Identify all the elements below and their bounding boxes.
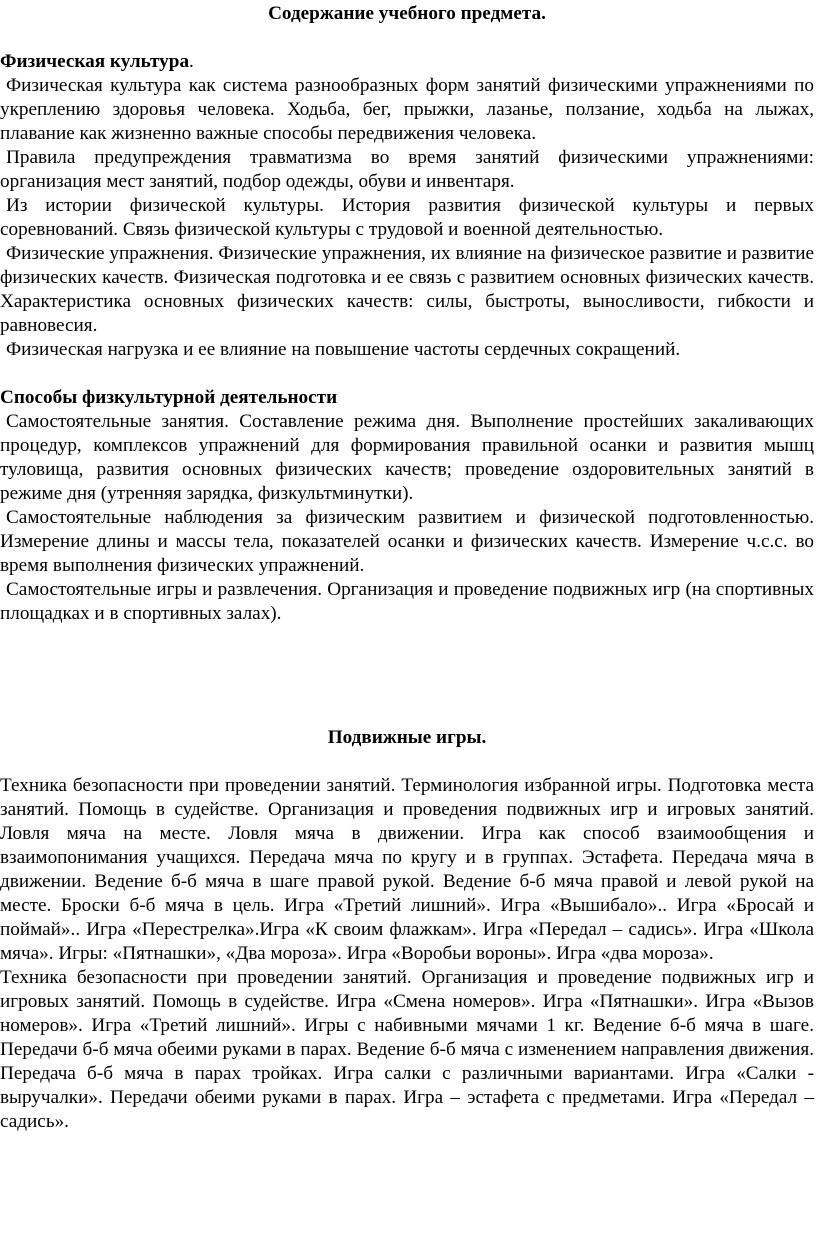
section1-paragraph-5: Физическая нагрузка и ее влияние на повышение частоты сердечных сокращений. <box>6 339 681 360</box>
document-title: Содержание учебного предмета. <box>268 3 546 24</box>
section2-paragraph-3: Самостоятельные игры и развлечения. Организация и проведение подвижных игр (на спортивных площадках и в спортивных залах). <box>0 579 814 624</box>
document-games-block <box>0 726 814 1134</box>
section2-paragraph-1: Самостоятельные занятия. Составление режима дня. Выполнение простейших закаливающих процедур, комплексов упражнений для формирования правильной осанки и развития мышц туловища, развития основных физических качеств; проведение оздоровительных занятий в режиме дня (утренняя зарядка, физкультминутки). <box>0 411 814 504</box>
section1-paragraph-2: Правила предупреждения травматизма во время занятий физическими упражнениями: организация мест занятий, подбор одежды, обуви и инвентаря. <box>0 147 814 192</box>
section1-paragraph-3: Из истории физической культуры. История развития физической культуры и первых соревнований. Связь физической культуры с трудовой и военной деятельностью. <box>0 195 814 240</box>
section-heading-text: Физическая культура <box>0 51 190 72</box>
spacer <box>0 26 814 50</box>
document-top-block <box>0 2 814 626</box>
section-heading-outdoor-games: Подвижные игры. <box>327 727 487 748</box>
spacer <box>0 750 814 774</box>
section2-paragraph-2: Самостоятельные наблюдения за физическим развитием и физической подготовленностью. Измерение длины и массы тела, показателей осанки и физических качеств. Измерение ч.с.с. во время выполнения физических упражнений. <box>0 507 814 576</box>
section1-paragraph-4: Физические упражнения. Физические упражнения, их влияние на физическое развитие и развитие физических качеств. Физическая подготовка и ее связь с развитием основных физических качеств. Характеристика основных физических качеств: силы, быстроты, выносливости, гибкости и равновесия. <box>0 243 814 336</box>
section-heading-suffix: . <box>189 51 194 72</box>
section3-paragraph-2: Техника безопасности при проведении занятий. Организация и проведение подвижных игр и игровых занятий. Помощь в судействе. Игра «Смена номеров». Игра «Пятнашки». Игра «Вызов номеров». Игра «Третий лишний». Игры с набивными мячами 1 кг. Ведение б-б мяча в шаге. Передачи б-б мяча обеими руками в парах. Ведение б-б мяча с изменением направления движения. Передача б-б мяча в парах тройках. Игра салки с различными вариантами. Игра «Салки - выручалки». Передачи обеими руками в парах. Игра – эстафета с предметами. Игра «Передал – садись». <box>0 967 814 1132</box>
section3-paragraph-1: Техника безопасности при проведении занятий. Терминология избранной игры. Подготовка места занятий. Помощь в судействе. Организация и проведения подвижных игр и игровых занятий. Ловля мяча на месте. Ловля мяча в движении. Игра как способ взаимообщения и взаимопонимания учащихся. Передача мяча по кругу и в группах. Эстафета. Передача мяча в движении. Ведение б-б мяча в шаге правой рукой. Ведение б-б мяча правой и левой рукой на месте. Броски б-б мяча в цель. Игра «Третий лишний». Игра «Вышибало».. Игра «Бросай и поймай».. Игра «Перестрелка».Игра «К своим флажкам». Игра «Передал – садись». Игра «Школа мяча». Игры: «Пятнашки», «Два мороза». Игра «Воробьи вороны». Игра «два мороза». <box>0 775 814 964</box>
section-heading-activity-methods: Способы физкультурной деятельности <box>0 387 338 408</box>
spacer <box>0 362 814 386</box>
section1-paragraph-1: Физическая культура как система разнообразных форм занятий физическими упражнениями по укреплению здоровья человека. Ходьба, бег, прыжки, лазанье, ползание, ходьба на лыжах, плавание как жизненно важные способы передвижения человека. <box>0 75 814 144</box>
section-heading-physical-culture <box>0 50 814 74</box>
